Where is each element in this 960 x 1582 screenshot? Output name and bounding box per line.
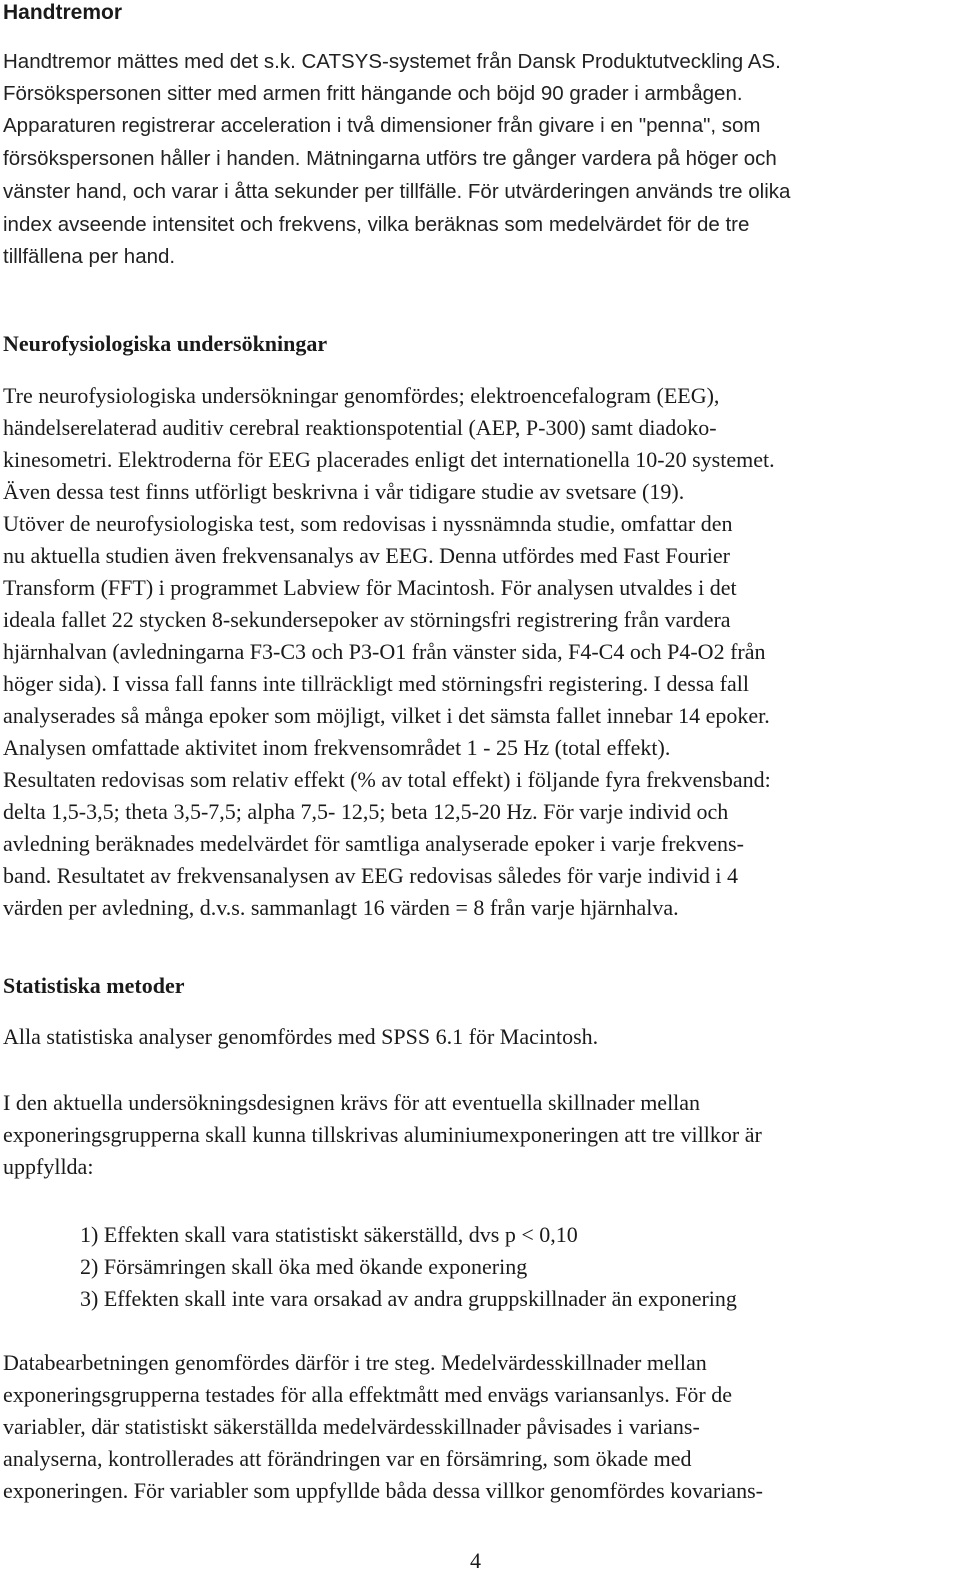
text-line: höger sida). I vissa fall fanns inte tillräckligt med störningsfri registering. I dessa fall xyxy=(3,671,749,696)
text-line: Analysen omfattade aktivitet inom frekvensområdet 1 - 25 Hz (total effekt). xyxy=(3,735,671,760)
text-line: Handtremor mättes med det s.k. CATSYS-systemet från Dansk Produktutveckling AS. xyxy=(3,50,781,73)
text-line: händelserelaterad auditiv cerebral reaktionspotential (AEP, P-300) samt diadoko- xyxy=(3,415,717,440)
text-line: hjärnhalvan (avledningarna F3-C3 och P3-O1 från vänster sida, F4-C4 och P4-O2 från xyxy=(3,639,766,664)
text-line: exponeringsgrupperna skall kunna tillskrivas aluminiumexponeringen att tre villkor är xyxy=(3,1122,762,1147)
text-line: Transform (FFT) i programmet Labview för Macintosh. För analysen utvaldes i det xyxy=(3,575,737,600)
text-line: exponeringsgrupperna testades för alla effektmått med envägs variansanlys. För de xyxy=(3,1382,733,1407)
text-line: analyserna, kontrollerades att förändringen var en försämring, som ökade med xyxy=(3,1446,692,1471)
text-line: ideala fallet 22 stycken 8-sekundersepoker av störningsfri registrering från vardera xyxy=(3,607,731,632)
text-line: exponeringen. För variabler som uppfyllde båda dessa villkor genomfördes kovarians- xyxy=(3,1478,764,1503)
text-line: tillfällena per hand. xyxy=(3,245,176,268)
heading-neurofysiologiska: Neurofysiologiska undersökningar xyxy=(3,331,328,356)
text-line: variabler, där statistiskt säkerställda medelvärdesskillnader påvisades i varians- xyxy=(3,1414,700,1439)
text-line: uppfyllda: xyxy=(3,1154,94,1179)
text-line: band. Resultatet av frekvensanalysen av EEG redovisas således för varje individ i 4 xyxy=(3,863,738,888)
heading-handtremor: Handtremor xyxy=(3,1,123,24)
text-line: avledning beräknades medelvärdet för samtliga analyserade epoker i varje frekvens- xyxy=(3,831,744,856)
text-line: Apparaturen registrerar acceleration i två dimensioner från givare i en "penna", som xyxy=(3,114,761,137)
text-line: Resultaten redovisas som relativ effekt (% av total effekt) i följande fyra frekvensband: xyxy=(3,767,771,792)
text-line: I den aktuella undersökningsdesignen krävs för att eventuella skillnader mellan xyxy=(3,1090,701,1115)
text-line: analyserades så många epoker som möjligt, vilket i det sämsta fallet innebar 14 epoker. xyxy=(3,703,770,728)
text-line: Försökspersonen sitter med armen fritt hängande och böjd 90 grader i armbågen. xyxy=(3,82,743,105)
text-line: nu aktuella studien även frekvensanalys av EEG. Denna utfördes med Fast Fourier xyxy=(3,543,731,568)
heading-statistiska: Statistiska metoder xyxy=(3,973,185,998)
text-line: Utöver de neurofysiologiska test, som redovisas i nyssnämnda studie, omfattar den xyxy=(3,511,733,536)
condition-item: 2) Försämringen skall öka med ökande exponering xyxy=(80,1254,528,1279)
text-line: Tre neurofysiologiska undersökningar genomfördes; elektroencefalogram (EEG), xyxy=(3,383,720,408)
text-line: Även dessa test finns utförligt beskrivna i vår tidigare studie av svetsare (19). xyxy=(3,479,685,504)
condition-item: 1) Effekten skall vara statistiskt säkerställd, dvs p < 0,10 xyxy=(80,1222,578,1247)
text-line: Alla statistiska analyser genomfördes med SPSS 6.1 för Macintosh. xyxy=(3,1024,599,1049)
text-line: index avseende intensitet och frekvens, vilka beräknas som medelvärdet för de tre xyxy=(3,213,750,236)
page-number: 4 xyxy=(470,1548,481,1573)
condition-item: 3) Effekten skall inte vara orsakad av andra gruppskillnader än exponering xyxy=(80,1286,737,1311)
text-line: kinesometri. Elektroderna för EEG placerades enligt det internationella 10-20 systemet. xyxy=(3,447,775,472)
text-line: Databearbetningen genomfördes därför i tre steg. Medelvärdesskillnader mellan xyxy=(3,1350,707,1375)
text-line: vänster hand, och varar i åtta sekunder per tillfälle. För utvärderingen används tre olika xyxy=(3,180,791,203)
text-line: delta 1,5-3,5; theta 3,5-7,5; alpha 7,5- 12,5; beta 12,5-20 Hz. För varje individ och xyxy=(3,799,729,824)
text-line: försökspersonen håller i handen. Mätningarna utförs tre gånger vardera på höger och xyxy=(3,147,777,170)
text-line: värden per avledning, d.v.s. sammanlagt 16 värden = 8 från varje hjärnhalva. xyxy=(3,895,679,920)
